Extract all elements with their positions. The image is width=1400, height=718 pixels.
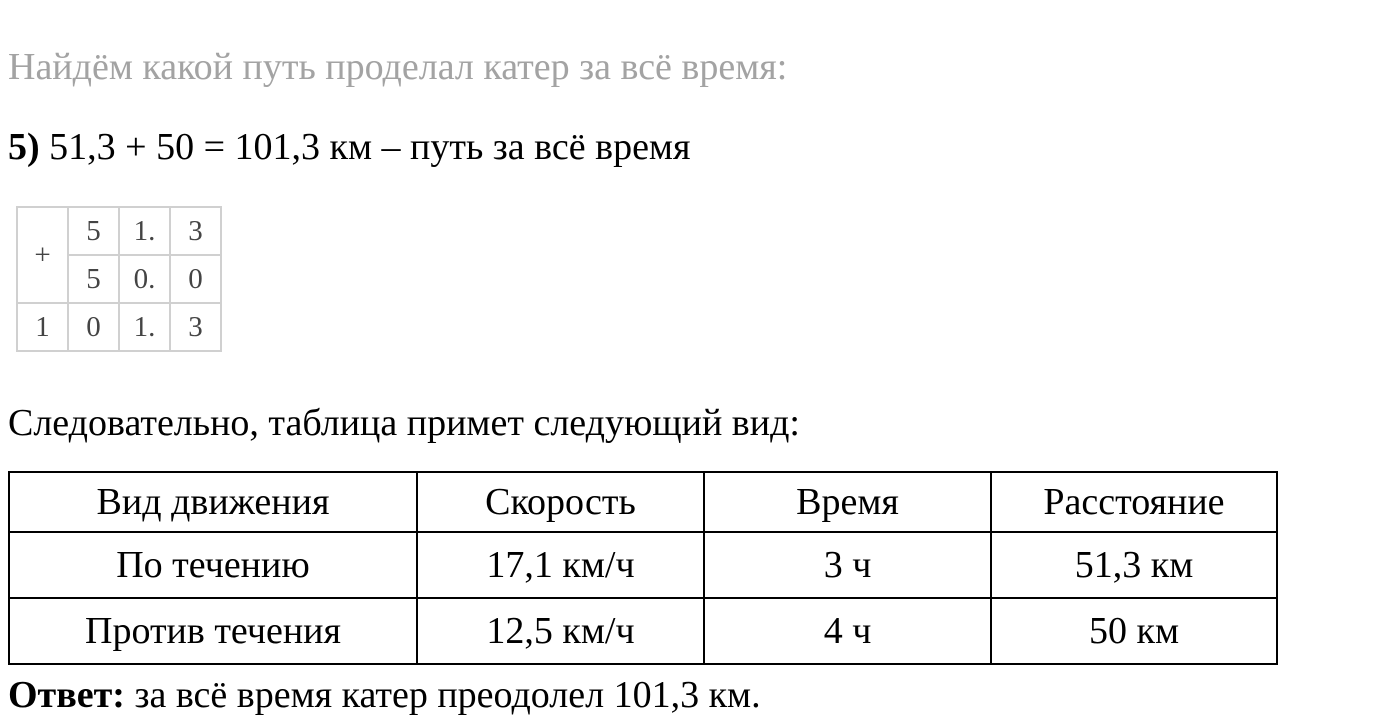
addend-row-1 bbox=[17, 207, 221, 255]
header-motion-type: Вид движения bbox=[9, 472, 417, 532]
step-number: 5) bbox=[8, 126, 40, 168]
step-5 bbox=[8, 128, 690, 166]
cell-distance: 51,3 км bbox=[991, 532, 1277, 598]
answer-line bbox=[8, 676, 761, 714]
header-distance: Расстояние bbox=[991, 472, 1277, 532]
digit-cell: 0 bbox=[170, 255, 221, 303]
cell-motion-type: Против течения bbox=[9, 598, 417, 664]
conclusion-text: Следовательно, таблица примет следующий вид: bbox=[8, 402, 800, 444]
header-speed: Скорость bbox=[417, 472, 704, 532]
table-header-row bbox=[9, 472, 1277, 532]
digit-cell: 3 bbox=[170, 303, 221, 351]
answer-label: Ответ: bbox=[8, 674, 125, 716]
step-equation: 51,3 + 50 = 101,3 км – путь за всё время bbox=[39, 126, 691, 168]
cell-time: 4 ч bbox=[704, 598, 991, 664]
cell-distance: 50 км bbox=[991, 598, 1277, 664]
table-row bbox=[9, 532, 1277, 598]
cell-time: 3 ч bbox=[704, 532, 991, 598]
digit-cell: 5 bbox=[68, 255, 119, 303]
digit-cell: 1. bbox=[119, 207, 170, 255]
digit-cell: 0. bbox=[119, 255, 170, 303]
table-row bbox=[9, 598, 1277, 664]
cell-motion-type: По течению bbox=[9, 532, 417, 598]
answer-text: за всё время катер преодолел 101,3 км. bbox=[124, 674, 761, 716]
motion-table bbox=[8, 471, 1278, 665]
intro-text: Найдём какой путь проделал катер за всё время: bbox=[8, 46, 788, 88]
digit-cell: 1. bbox=[119, 303, 170, 351]
cell-speed: 17,1 км/ч bbox=[417, 532, 704, 598]
cell-speed: 12,5 км/ч bbox=[417, 598, 704, 664]
column-addition bbox=[16, 206, 222, 352]
digit-cell: 3 bbox=[170, 207, 221, 255]
digit-cell: 0 bbox=[68, 303, 119, 351]
header-time: Время bbox=[704, 472, 991, 532]
sum-row bbox=[17, 303, 221, 351]
digit-cell: 5 bbox=[68, 207, 119, 255]
digit-cell: 1 bbox=[17, 303, 68, 351]
plus-operator: + bbox=[17, 207, 68, 303]
